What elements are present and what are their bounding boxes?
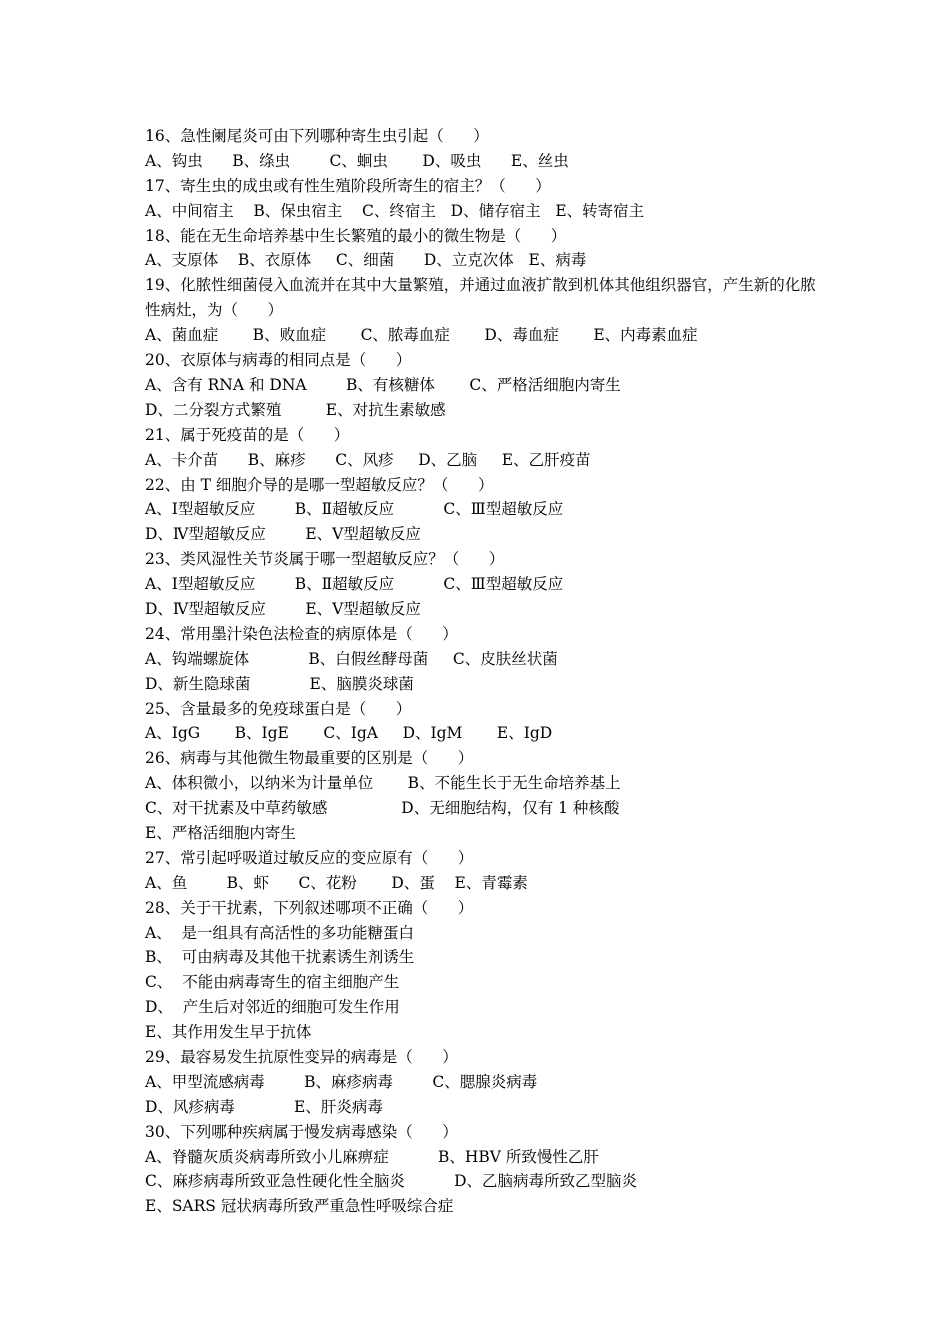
question-29-options-a-c: A、甲型流感病毒 B、麻疹病毒 C、腮腺炎病毒 <box>145 1072 538 1091</box>
question-20-options-a-c: A、含有 RNA 和 DNA B、有核糖体 C、严格活细胞内寄生 <box>145 375 621 394</box>
question-list <box>145 124 825 1219</box>
question-19-options: A、菌血症 B、败血症 C、脓毒血症 D、毒血症 E、内毒素血症 <box>145 326 698 345</box>
question-30-option-e: E、SARS 冠状病毒所致严重急性呼吸综合症 <box>145 1197 454 1216</box>
question-28-option-c: C、 不能由病毒寄生的宿主细胞产生 <box>145 973 400 992</box>
question-17: 17、寄生虫的成虫或有性生殖阶段所寄生的宿主？（ ） <box>145 176 551 195</box>
question-28-option-d: D、 产生后对邻近的细胞可发生作用 <box>145 998 400 1017</box>
question-18: 18、能在无生命培养基中生长繁殖的最小的微生物是（ ） <box>145 226 567 245</box>
question-28: 28、关于干扰素，下列叙述哪项不正确（ ） <box>145 898 474 917</box>
question-24-options-a-c: A、钩端螺旋体 B、白假丝酵母菌 C、皮肤丝状菌 <box>145 649 558 668</box>
question-24: 24、常用墨汁染色法检查的病原体是（ ） <box>145 624 458 643</box>
question-25: 25、含量最多的免疫球蛋白是（ ） <box>145 699 412 718</box>
question-24-options-d-e: D、新生隐球菌 E、脑膜炎球菌 <box>145 674 414 693</box>
question-29-options-d-e: D、风疹病毒 E、肝炎病毒 <box>145 1097 383 1116</box>
question-26: 26、病毒与其他微生物最重要的区别是（ ） <box>145 749 474 768</box>
question-22-options-a-c: A、Ⅰ型超敏反应 B、Ⅱ超敏反应 C、Ⅲ型超敏反应 <box>145 500 564 519</box>
question-20-options-d-e: D、二分裂方式繁殖 E、对抗生素敏感 <box>145 400 446 419</box>
question-30: 30、下列哪种疾病属于慢发病毒感染（ ） <box>145 1122 458 1141</box>
question-29: 29、最容易发生抗原性变异的病毒是（ ） <box>145 1047 458 1066</box>
question-23-options-d-e: D、Ⅳ型超敏反应 E、Ⅴ型超敏反应 <box>145 599 421 618</box>
question-21-options: A、卡介苗 B、麻疹 C、风疹 D、乙脑 E、乙肝疫苗 <box>145 450 591 469</box>
question-27: 27、常引起呼吸道过敏反应的变应原有（ ） <box>145 848 474 867</box>
question-27-options: A、鱼 B、虾 C、花粉 D、蛋 E、青霉素 <box>145 873 528 892</box>
question-16: 16、急性阑尾炎可由下列哪种寄生虫引起（ ） <box>145 127 489 145</box>
question-30-options-a-b: A、脊髓灰质炎病毒所致小儿麻痹症 B、HBV 所致慢性乙肝 <box>145 1147 599 1166</box>
question-28-option-a: A、 是一组具有高活性的多功能糖蛋白 <box>145 923 415 942</box>
question-18-options: A、支原体 B、衣原体 C、细菌 D、立克次体 E、病毒 <box>145 251 587 270</box>
question-26-options-a-b: A、体积微小，以纳米为计量单位 B、不能生长于无生命培养基上 <box>145 774 621 793</box>
question-26-options-c-d: C、对干扰素及中草药敏感 D、无细胞结构，仅有 1 种核酸 <box>145 799 620 818</box>
question-22: 22、由 T 细胞介导的是哪一型超敏反应？（ ） <box>145 475 494 494</box>
question-23-options-a-c: A、Ⅰ型超敏反应 B、Ⅱ超敏反应 C、Ⅲ型超敏反应 <box>145 575 564 594</box>
question-17-options: A、中间宿主 B、保虫宿主 C、终宿主 D、储存宿主 E、转寄宿主 <box>145 201 645 220</box>
question-16-options: A、钩虫 B、绦虫 C、蛔虫 D、吸虫 E、丝虫 <box>145 151 569 170</box>
question-20: 20、衣原体与病毒的相同点是（ ） <box>145 351 412 370</box>
question-28-option-e: E、其作用发生早于抗体 <box>145 1023 312 1042</box>
question-23: 23、类风湿性关节炎属于哪一型超敏反应？（ ） <box>145 550 505 569</box>
question-25-options: A、IgG B、IgE C、IgA D、IgM E、IgD <box>145 724 553 743</box>
question-19: 19、化脓性细菌侵入血流并在其中大量繁殖，并通过血液扩散到机体其他组织器官，产生新的化脓性病灶，为（ ） <box>145 276 816 320</box>
question-26-option-e: E、严格活细胞内寄生 <box>145 823 296 842</box>
question-22-options-d-e: D、Ⅳ型超敏反应 E、Ⅴ型超敏反应 <box>145 525 421 544</box>
question-28-option-b: B、 可由病毒及其他干扰素诱生剂诱生 <box>145 948 415 967</box>
question-30-options-c-d: C、麻疹病毒所致亚急性硬化性全脑炎 D、乙脑病毒所致乙型脑炎 <box>145 1172 638 1191</box>
question-21: 21、属于死疫苗的是（ ） <box>145 425 350 444</box>
